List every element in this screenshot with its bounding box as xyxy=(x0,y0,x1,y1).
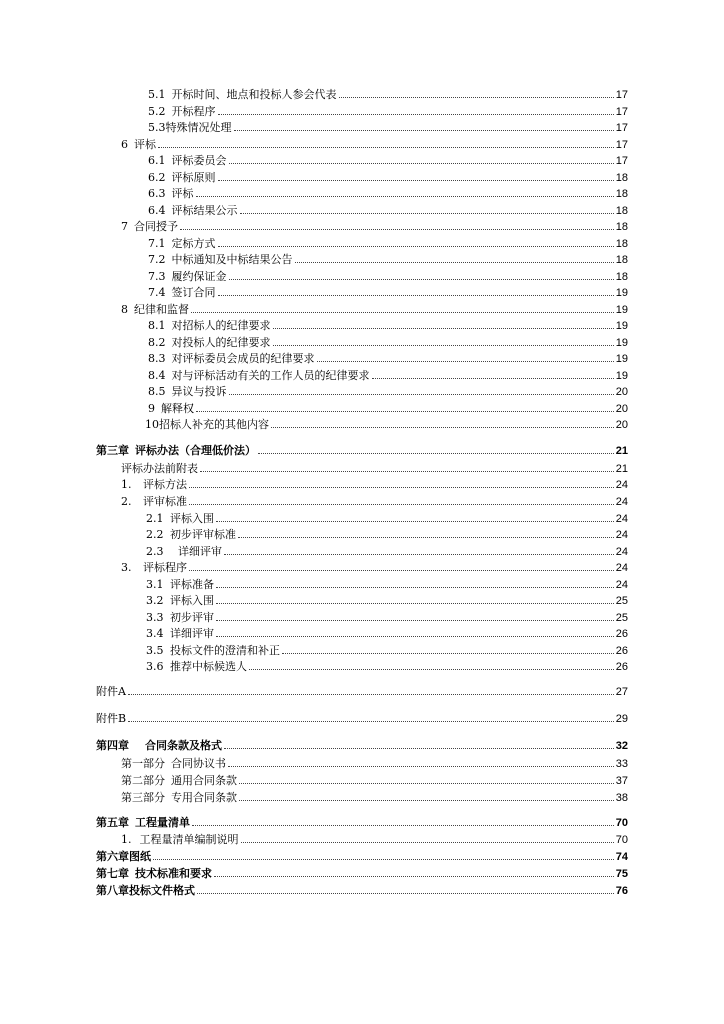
leader-dots xyxy=(216,609,614,621)
toc-entry-label: 初步评审标准 xyxy=(170,528,236,541)
toc-entry-page: 18 xyxy=(615,254,628,266)
leader-dots xyxy=(158,136,614,148)
leader-dots xyxy=(196,400,614,412)
toc-entry-page: 24 xyxy=(615,513,628,525)
toc-entry-label: 异议与投诉 xyxy=(171,385,227,398)
toc-entry-number: 3.1 xyxy=(146,578,164,591)
leader-dots xyxy=(218,103,614,115)
toc-entry-label: 中标通知及中标结果公告 xyxy=(171,253,293,266)
toc-entry[interactable] xyxy=(121,218,628,234)
toc-entry-label: 特殊情况处理 xyxy=(165,121,232,134)
leader-dots xyxy=(218,235,614,247)
toc-entry-number: 第三部分 xyxy=(121,791,165,804)
toc-entry-number: 7.2 xyxy=(148,253,166,266)
toc-entry[interactable] xyxy=(148,400,628,416)
toc-entry[interactable] xyxy=(121,559,628,575)
toc-entry-page: 17 xyxy=(615,155,628,167)
toc-entry-label: 评标准备 xyxy=(170,578,214,591)
leader-dots xyxy=(229,152,614,164)
toc-entry[interactable] xyxy=(145,416,628,432)
leader-dots xyxy=(197,882,614,894)
toc-entry-number: 3.2 xyxy=(146,594,164,607)
toc-entry[interactable] xyxy=(148,383,628,399)
leader-dots xyxy=(218,169,614,181)
toc-entry-page: 37 xyxy=(615,775,628,787)
toc-entry[interactable] xyxy=(121,755,628,771)
toc-entry-number: 2. xyxy=(121,495,132,508)
toc-entry-page: 74 xyxy=(615,851,628,863)
toc-entry-label: 评标 xyxy=(171,187,194,200)
leader-dots xyxy=(339,86,614,98)
toc-entry-number: 2.2 xyxy=(146,528,164,541)
toc-entry-page: 24 xyxy=(615,579,628,591)
toc-entry-number: 8 xyxy=(121,303,128,316)
leader-dots xyxy=(240,202,614,214)
toc-entry[interactable] xyxy=(148,169,628,185)
toc-entry-label: 工程量清单 xyxy=(135,816,190,829)
toc-entry-number: 8.1 xyxy=(148,319,166,332)
toc-entry-label: 评审标准 xyxy=(143,495,187,508)
leader-dots xyxy=(216,510,614,522)
toc-entry-label: 初步评审 xyxy=(170,611,214,624)
leader-dots xyxy=(153,848,614,860)
toc-entry-label: 解释权 xyxy=(161,402,194,415)
leader-dots xyxy=(180,218,614,230)
toc-entry[interactable] xyxy=(146,625,628,641)
leader-dots xyxy=(216,576,614,588)
toc-entry-label: 推荐中标候选人 xyxy=(170,660,247,673)
leader-dots xyxy=(238,526,614,538)
leader-dots xyxy=(189,476,614,488)
toc-entry-number: 6.1 xyxy=(148,154,166,167)
toc-entry-label: 评标办法（合理低价法） xyxy=(135,444,256,457)
toc-entry-page: 20 xyxy=(615,386,628,398)
toc-entry-label: 评标委员会 xyxy=(171,154,227,167)
toc-entry-page: 18 xyxy=(615,221,628,233)
leader-dots xyxy=(191,301,614,313)
leader-dots xyxy=(234,119,614,131)
toc-entry-number: 1. xyxy=(121,833,132,846)
toc-entry[interactable] xyxy=(148,185,628,201)
toc-entry-label: 详细评审 xyxy=(170,627,214,640)
toc-entry[interactable] xyxy=(148,367,628,383)
toc-entry[interactable] xyxy=(148,251,628,267)
toc-chapter[interactable] xyxy=(96,882,628,898)
leader-dots xyxy=(228,755,614,767)
toc-entry[interactable] xyxy=(146,576,628,592)
toc-entry[interactable] xyxy=(148,284,628,300)
toc-entry-label: 评标办法前附表 xyxy=(121,462,198,475)
toc-entry-number: 第五章 xyxy=(96,816,129,829)
leader-dots xyxy=(273,317,614,329)
leader-dots xyxy=(216,625,614,637)
toc-entry-page: 25 xyxy=(615,595,628,607)
toc-entry-label: 评标程序 xyxy=(143,561,187,574)
toc-entry-page: 26 xyxy=(615,628,628,640)
toc-entry[interactable] xyxy=(148,86,628,102)
leader-dots xyxy=(189,559,614,571)
toc-entry[interactable] xyxy=(146,543,628,559)
toc-entry-label: 对评标委员会成员的纪律要求 xyxy=(171,352,315,365)
toc-entry-number: 6.3 xyxy=(148,187,166,200)
toc-entry-page: 17 xyxy=(615,89,628,101)
toc-entry-number: 第三章 xyxy=(96,444,129,457)
toc-entry-page: 24 xyxy=(615,496,628,508)
leader-dots xyxy=(372,367,614,379)
leader-dots xyxy=(258,442,614,454)
toc-entry-label: 评标入围 xyxy=(170,594,214,607)
toc-entry[interactable] xyxy=(96,683,628,699)
leader-dots xyxy=(317,350,614,362)
toc-entry-number: 5.2 xyxy=(148,105,166,118)
toc-entry-page: 70 xyxy=(615,817,628,829)
toc-entry-page: 17 xyxy=(615,139,628,151)
toc-entry-page: 38 xyxy=(615,792,628,804)
leader-dots xyxy=(196,185,614,197)
toc-entry-number: 第二部分 xyxy=(121,774,165,787)
toc-entry-label: 评标原则 xyxy=(171,171,216,184)
toc-entry-label: 附件B xyxy=(96,712,127,725)
toc-entry[interactable] xyxy=(148,268,628,284)
toc-entry-number: 2.3 xyxy=(146,545,164,558)
toc-chapter[interactable] xyxy=(96,814,628,830)
toc-entry-number: 7 xyxy=(121,220,128,233)
toc-entry-label: 开标程序 xyxy=(171,105,216,118)
toc-entry[interactable] xyxy=(146,510,628,526)
toc-entry-page: 20 xyxy=(615,419,628,431)
toc-entry-label: 专用合同条款 xyxy=(171,791,237,804)
toc-chapter[interactable] xyxy=(96,737,628,753)
toc-entry-number: 第一部分 xyxy=(121,757,165,770)
leader-dots xyxy=(229,268,614,280)
toc-entry-number: 7.1 xyxy=(148,237,166,250)
toc-entry-number: 1. xyxy=(121,478,132,491)
toc-entry-label: 合同协议书 xyxy=(171,757,226,770)
toc-entry-number: 8.5 xyxy=(148,385,166,398)
toc-entry-page: 19 xyxy=(615,353,628,365)
leader-dots xyxy=(128,710,614,722)
toc-entry[interactable] xyxy=(121,493,628,509)
toc-chapter[interactable] xyxy=(96,848,628,864)
toc-entry-label: 招标人补充的其他内容 xyxy=(159,418,269,431)
toc-entry-page: 19 xyxy=(615,337,628,349)
toc-entry[interactable] xyxy=(148,103,628,119)
toc-entry[interactable] xyxy=(146,642,628,658)
toc-entry-label: 工程量清单编制说明 xyxy=(139,833,239,846)
toc-entry-label: 附件A xyxy=(96,685,126,698)
toc-entry-label: 评标结果公示 xyxy=(171,204,238,217)
toc-entry[interactable] xyxy=(146,658,628,674)
toc-entry-number: 6 xyxy=(121,138,128,151)
toc-entry-label: 第六章图纸 xyxy=(96,850,151,863)
leader-dots xyxy=(189,493,614,505)
toc-entry-page: 21 xyxy=(615,463,628,475)
leader-dots xyxy=(282,642,614,654)
toc-entry-number: 9 xyxy=(148,402,155,415)
toc-entry-page: 24 xyxy=(615,529,628,541)
toc-entry-page: 24 xyxy=(615,479,628,491)
toc-entry-page: 19 xyxy=(615,370,628,382)
leader-dots xyxy=(224,543,614,555)
leader-dots xyxy=(295,251,614,263)
toc-entry-page: 70 xyxy=(615,834,628,846)
toc-entry-label: 详细评审 xyxy=(178,545,222,558)
toc-entry-page: 25 xyxy=(615,612,628,624)
toc-entry-label: 签订合同 xyxy=(171,286,216,299)
toc-entry[interactable] xyxy=(148,235,628,251)
leader-dots xyxy=(249,658,614,670)
leader-dots xyxy=(128,683,614,695)
toc-entry-number: 7.3 xyxy=(148,270,166,283)
toc-entry-page: 32 xyxy=(615,740,628,752)
toc-entry-number: 3.6 xyxy=(146,660,164,673)
leader-dots xyxy=(200,460,614,472)
toc-entry-page: 21 xyxy=(615,445,628,457)
toc-entry-label: 评标入围 xyxy=(170,512,214,525)
leader-dots xyxy=(192,814,614,826)
toc-entry-label: 合同授予 xyxy=(134,220,178,233)
toc-entry-number: 3.3 xyxy=(146,611,164,624)
toc-entry-number: 3.5 xyxy=(146,644,164,657)
toc-entry[interactable] xyxy=(121,789,628,805)
toc-entry[interactable] xyxy=(148,152,628,168)
toc-entry-number: 3. xyxy=(121,561,132,574)
leader-dots xyxy=(271,416,614,428)
toc-entry[interactable] xyxy=(146,609,628,625)
toc-entry-page: 24 xyxy=(615,546,628,558)
toc-entry-page: 33 xyxy=(615,758,628,770)
toc-entry-page: 18 xyxy=(615,188,628,200)
toc-chapter[interactable] xyxy=(96,865,628,881)
toc-entry-label: 通用合同条款 xyxy=(171,774,237,787)
toc-entry-label: 开标时间、地点和投标人参会代表 xyxy=(171,88,337,101)
leader-dots xyxy=(218,284,614,296)
toc-entry-page: 17 xyxy=(615,122,628,134)
toc-entry[interactable] xyxy=(121,831,628,847)
toc-entry-number: 10 xyxy=(145,418,159,431)
toc-entry-page: 24 xyxy=(615,562,628,574)
leader-dots xyxy=(224,737,614,749)
toc-entry-label: 对投标人的纪律要求 xyxy=(171,336,271,349)
toc-entry-number: 第七章 xyxy=(96,867,129,880)
toc-entry-page: 18 xyxy=(615,271,628,283)
leader-dots xyxy=(239,772,614,784)
leader-dots xyxy=(214,865,614,877)
toc-entry-number: 8.4 xyxy=(148,369,166,382)
toc-entry-label: 对招标人的纪律要求 xyxy=(171,319,271,332)
toc-entry-page: 19 xyxy=(615,287,628,299)
toc-entry-number: 2.1 xyxy=(146,512,164,525)
leader-dots xyxy=(241,831,614,843)
toc-entry[interactable] xyxy=(148,350,628,366)
toc-entry[interactable] xyxy=(121,772,628,788)
toc-entry-number: 3.4 xyxy=(146,627,164,640)
toc-entry-page: 18 xyxy=(615,238,628,250)
toc-entry-number: 7.4 xyxy=(148,286,166,299)
toc-entry-number: 第四章 xyxy=(96,739,129,752)
toc-entry-page: 26 xyxy=(615,645,628,657)
toc-entry-label: 评标 xyxy=(134,138,156,151)
toc-chapter[interactable] xyxy=(96,442,628,458)
toc-entry-page: 18 xyxy=(615,205,628,217)
toc-entry[interactable] xyxy=(121,460,628,476)
toc-entry[interactable] xyxy=(121,476,628,492)
toc-entry-label: 投标文件的澄清和补正 xyxy=(170,644,280,657)
toc-entry[interactable] xyxy=(148,334,628,350)
toc-entry-page: 75 xyxy=(615,868,628,880)
toc-entry-page: 19 xyxy=(615,320,628,332)
toc-entry-number: 5.1 xyxy=(148,88,166,101)
toc-entry[interactable] xyxy=(121,136,628,152)
leader-dots xyxy=(273,334,614,346)
toc-entry-page: 18 xyxy=(615,172,628,184)
toc-entry-label: 评标方法 xyxy=(143,478,187,491)
toc-entry[interactable] xyxy=(148,119,628,135)
leader-dots xyxy=(216,592,614,604)
toc-entry-label: 第八章投标文件格式 xyxy=(96,884,195,897)
toc-entry-label: 对与评标活动有关的工作人员的纪律要求 xyxy=(171,369,370,382)
toc-entry-number: 6.4 xyxy=(148,204,166,217)
toc-entry-number: 8.3 xyxy=(148,352,166,365)
leader-dots xyxy=(229,383,614,395)
toc-entry-page: 26 xyxy=(615,661,628,673)
toc-entry-label: 纪律和监督 xyxy=(134,303,189,316)
toc-entry[interactable] xyxy=(146,592,628,608)
toc-entry-label: 定标方式 xyxy=(171,237,216,250)
toc-entry[interactable] xyxy=(121,301,628,317)
toc-entry-label: 技术标准和要求 xyxy=(135,867,212,880)
toc-entry-label: 合同条款及格式 xyxy=(145,739,222,752)
toc-entry[interactable] xyxy=(146,526,628,542)
toc-entry[interactable] xyxy=(148,317,628,333)
toc-entry-page: 29 xyxy=(615,713,628,725)
toc-entry-number: 6.2 xyxy=(148,171,166,184)
toc-entry[interactable] xyxy=(148,202,628,218)
toc-entry-number: 5.3 xyxy=(148,121,166,134)
toc-entry-page: 20 xyxy=(615,403,628,415)
toc-entry-page: 17 xyxy=(615,106,628,118)
toc-entry-number: 8.2 xyxy=(148,336,166,349)
toc-entry-label: 履约保证金 xyxy=(171,270,227,283)
leader-dots xyxy=(239,789,614,801)
toc-entry-page: 19 xyxy=(615,304,628,316)
toc-entry-page: 76 xyxy=(615,885,628,897)
toc-entry[interactable] xyxy=(96,710,628,726)
toc-entry-page: 27 xyxy=(615,686,628,698)
